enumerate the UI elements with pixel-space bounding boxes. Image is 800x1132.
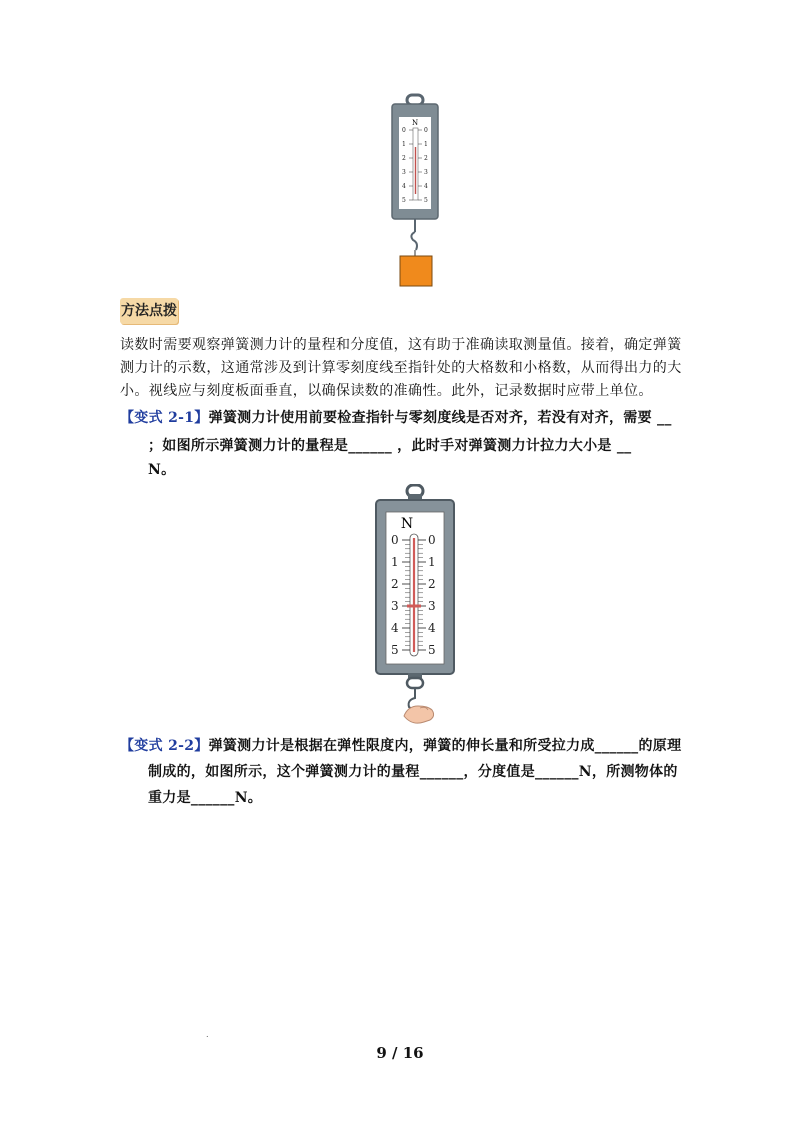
method-tag: 方法点拨 bbox=[120, 298, 178, 324]
scale-label: 0 bbox=[402, 127, 406, 134]
scale-label: 5 bbox=[391, 643, 399, 657]
question-text: 弹簧测力计是根据在弹性限度内，弹簧的伸长量和所受拉力成______的原理 bbox=[208, 738, 682, 754]
question-text: 弹簧测力计使用前要检查指针与零刻度线是否对齐，若没有对齐，需要 __ bbox=[208, 410, 672, 426]
method-line: 测力计的示数，这通常涉及到计算零刻度线至指针处的大格数和小格数，从而得出力的大 bbox=[120, 360, 682, 376]
question-label: 【变式 2-1】 bbox=[120, 410, 209, 426]
scale-label: 3 bbox=[391, 599, 399, 613]
scale-label: 4 bbox=[402, 183, 406, 190]
scale-label: 0 bbox=[428, 533, 436, 547]
scale-label: 1 bbox=[424, 141, 428, 148]
method-paragraph bbox=[120, 334, 682, 403]
page-number: 9 / 16 bbox=[376, 1044, 424, 1062]
scale-label: 2 bbox=[424, 155, 428, 162]
scale-label: 0 bbox=[424, 127, 428, 134]
question-text: N。 bbox=[148, 462, 176, 478]
scale-label: 3 bbox=[428, 599, 436, 613]
question-text: 制成的，如图所示，这个弹簧测力计的量程______，分度值是______N，所测物体的 bbox=[148, 764, 678, 780]
unit-label: N bbox=[400, 516, 414, 532]
scale-label: 4 bbox=[424, 183, 428, 190]
spring-scale-figure-2 bbox=[370, 484, 460, 734]
scale-label: 2 bbox=[402, 155, 406, 162]
question-text: 重力是______N。 bbox=[148, 790, 263, 806]
scale-label: 5 bbox=[428, 643, 436, 657]
scale-label: 2 bbox=[428, 577, 436, 591]
scale-label: 5 bbox=[424, 197, 428, 204]
question-label: 【变式 2-2】 bbox=[120, 738, 209, 754]
scale-label: 5 bbox=[402, 197, 406, 204]
scale-label: 4 bbox=[391, 621, 399, 635]
method-line: 小。视线应与刻度板面垂直，以确保读数的准确性。此外，记录数据时应带上单位。 bbox=[120, 383, 653, 399]
unit-label: N bbox=[411, 119, 419, 127]
hand-icon bbox=[404, 706, 434, 723]
scale-label: 3 bbox=[402, 169, 406, 176]
scale-label: 1 bbox=[428, 555, 436, 569]
scale-label: 0 bbox=[391, 533, 399, 547]
stray-dot: . bbox=[206, 1030, 209, 1039]
question-text: ；如图所示弹簧测力计的量程是______ ，此时手对弹簧测力计拉力大小是 __ bbox=[148, 438, 632, 454]
scale-label: 3 bbox=[424, 169, 428, 176]
scale-label: 1 bbox=[402, 141, 406, 148]
spring-scale-figure-1 bbox=[380, 92, 450, 292]
scale-label: 1 bbox=[391, 555, 399, 569]
method-line: 读数时需要观察弹簧测力计的量程和分度值，这有助于准确读取测量值。接着，确定弹簧 bbox=[120, 337, 682, 353]
scale-label: 4 bbox=[428, 621, 436, 635]
scale-label: 2 bbox=[391, 577, 399, 591]
